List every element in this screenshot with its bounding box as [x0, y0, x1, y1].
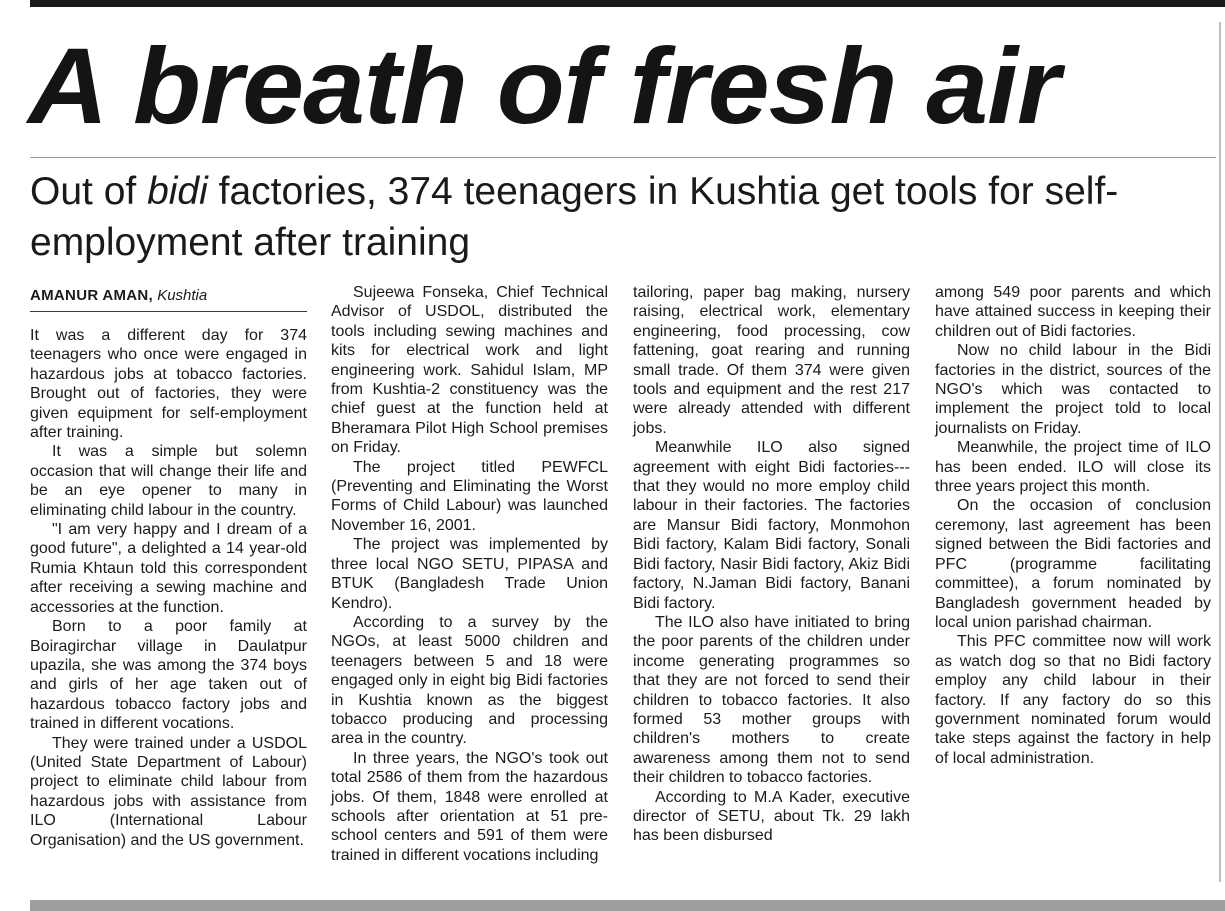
article-column-4	[935, 283, 1211, 768]
paragraph: In three years, the NGO's took out total 2586 of them from the hazardous jobs. Of them, 1848 were enrolled at schools after orientation at 51 pre-school centers and 591 of them were trained in different vocations including	[331, 749, 608, 864]
paragraph: They were trained under a USDOL (United State Department of Labour) project to eliminate child labour from hazardous jobs with assistance from ILO (International Labour Organisation) and the US government.	[30, 734, 307, 849]
headline-divider	[30, 157, 1216, 158]
subheadline	[30, 166, 1216, 268]
paragraph: Meanwhile, the project time of ILO has been ended. ILO will close its three years project this month.	[935, 439, 1211, 496]
subheadline-rest: factories, 374 teenagers in Kushtia get tools for self-employment after training	[30, 170, 1119, 264]
paragraph: tailoring, paper bag making, nursery raising, electrical work, elementary engineering, food processing, cow fattening, goat rearing and running small trade. Of them 374 were given tools and equipment and the rest 217 were already attended with different jobs.	[633, 284, 910, 437]
paragraph: The ILO also have initiated to bring the poor parents of the children under income generating programmes so that they are not forced to send their children to tobacco factories. It also formed 53 mother groups with children's mothers to create awareness among them not to send their children to tobacco factories.	[633, 613, 910, 787]
article-column-3	[633, 283, 910, 846]
paragraph: The project was implemented by three local NGO SETU, PIPASA and BTUK (Bangladesh Trade Union Kendro).	[331, 536, 608, 612]
article-column-2	[331, 283, 608, 865]
subheadline-lead: Out of	[30, 170, 148, 213]
paragraph: Sujeewa Fonseka, Chief Technical Advisor of USDOL, distributed the tools including sewing machines and kits for electrical work and light engineering work. Sahidul Islam, MP from Kushtia-2 constituency was the chief guest at the function held at Bheramara Pilot High School premises on Friday.	[331, 284, 608, 457]
paragraph: among 549 poor parents and which have attained success in keeping their children out of Bidi factories.	[935, 284, 1211, 340]
paragraph: Meanwhile ILO also signed agreement with eight Bidi factories---that they would no more employ child labour in their factories. The factories are Mansur Bidi factory, Monmohon Bidi factory, Kalam Bidi factory, Sonali Bidi factory, Nasir Bidi factory, Akiz Bidi factory, N.Jaman Bidi factory, Banani Bidi factory.	[633, 439, 910, 612]
paragraph: It was a simple but solemn occasion that will change their life and be an eye opener to many in eliminating child labour in the country.	[30, 443, 307, 519]
paragraph: On the occasion of conclusion ceremony, last agreement has been signed between the Bidi factories and PFC (programme facilitating committee), a forum nominated by Bangladesh government headed by local union parishad chairman.	[935, 497, 1211, 631]
paragraph: It was a different day for 374 teenagers who once were engaged in hazardous jobs at tobacco factories. Brought out of factories, they were given equipment for self-employment after training.	[30, 327, 307, 442]
paragraph: According to a survey by the NGOs, at least 5000 children and teenagers between 5 and 18 were engaged only in eight big Bidi factories in Kushtia known as the biggest tobacco producing and processing area in the country.	[331, 613, 608, 748]
byline-author: AMANUR AMAN,	[30, 287, 154, 304]
paragraph: According to M.A Kader, executive director of SETU, about Tk. 29 lakh has been disbursed	[633, 788, 910, 845]
bottom-border-bar	[30, 900, 1225, 911]
byline-location: Kushtia	[157, 287, 208, 304]
paragraph: "I am very happy and I dream of a good future", a delighted a 14 year-old Rumia Khtaun told this correspondent after receiving a sewing machine and accessories at the function.	[30, 521, 307, 616]
right-border-rule	[1219, 22, 1221, 882]
subheadline-italic-word: bidi	[147, 170, 208, 213]
headline: A breath of fresh air	[28, 25, 1060, 146]
top-border-rule	[30, 0, 1225, 7]
paragraph: The project titled PEWFCL (Preventing and Eliminating the Worst Forms of Child Labour) was launched November 16, 2001.	[331, 458, 608, 534]
paragraph: Born to a poor family at Boiragirchar village in Daulatpur upazila, she was among the 374 boys and girls of her age taken out of hazardous tobacco factory jobs and trained in different vocations.	[30, 618, 307, 733]
paragraph: This PFC committee now will work as watch dog so that no Bidi factory employ any child labour in their factory. If any factory do so this government nominated forum would take steps against the factory in help of local administration.	[935, 633, 1211, 767]
article-column-1	[30, 287, 307, 850]
byline	[30, 287, 307, 312]
paragraph: Now no child labour in the Bidi factories in the district, sources of the NGO's which was contacted to implement the project told to local journalists on Friday.	[935, 342, 1211, 437]
